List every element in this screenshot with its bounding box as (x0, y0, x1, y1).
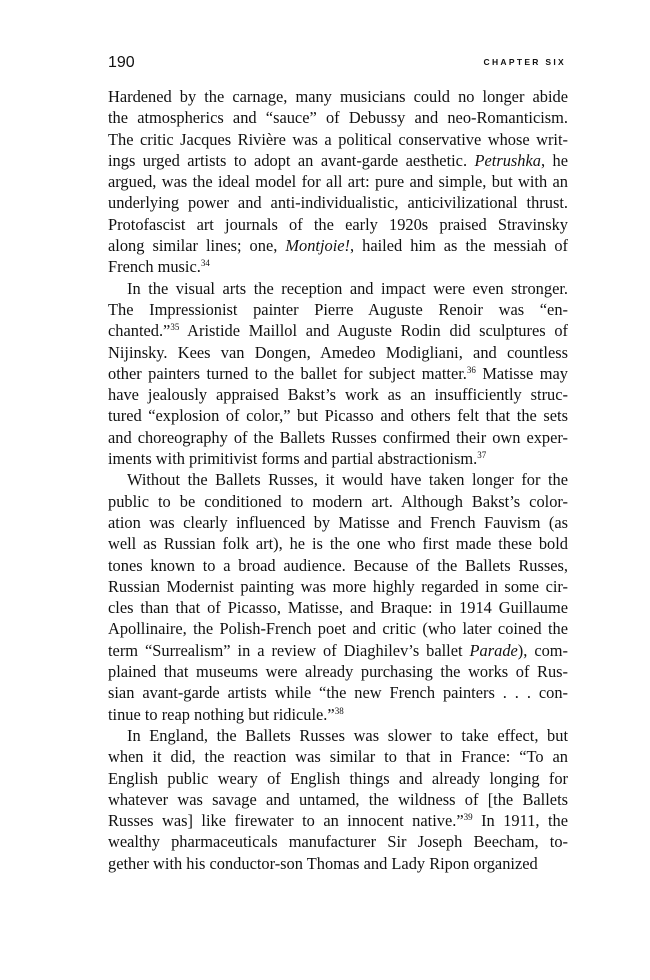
text-run: tones known to a broad audience. Because of the Ballets Russes, (108, 555, 568, 575)
text-run: Aristide Maillol and Auguste Rodin did sculptures of (179, 321, 568, 341)
text-line (108, 555, 568, 576)
text-run: iments with primitivist forms and partial abstractionism. (108, 449, 478, 469)
text-run: tured “explosion of color,” but Picasso and others felt that the sets (108, 406, 568, 426)
text-run: In England, the Ballets Russes was slower to take effect, but (127, 725, 568, 745)
text-line (108, 704, 568, 725)
text-run: Nijinsky. Kees van Dongen, Amedeo Modigliani, and countless (108, 342, 568, 362)
text-run: In 1911, the (472, 811, 568, 831)
footnote-ref: 36 (466, 364, 476, 375)
text-line (108, 256, 568, 277)
text-run: The critic Jacques Rivière was a political conservative whose writ- (108, 129, 568, 149)
text-line (108, 107, 568, 128)
text-line (108, 640, 568, 661)
text-run: gether with his conductor-son Thomas and Lady Ripon organized (108, 853, 538, 873)
text-line (108, 618, 568, 639)
text-run: ation was clearly influenced by Matisse and French Fauvism (as (108, 512, 568, 532)
text-run: argued, was the ideal model for all art: pure and simple, but with an (108, 172, 568, 192)
text-line (108, 810, 568, 831)
text-run: ings urged artists to adopt an avant-garde aesthetic. (108, 150, 475, 170)
text-line (108, 491, 568, 512)
text-line (108, 150, 568, 171)
text-run: , hailed him as the messiah of (350, 236, 568, 256)
text-line (108, 320, 568, 341)
text-run: and choreography of the Ballets Russes confirmed their own exper- (108, 427, 568, 447)
text-run: along similar lines; one, (108, 236, 286, 256)
text-line (108, 427, 568, 448)
text-run: tinue to reap nothing but ridicule.” (108, 704, 335, 724)
text-run: the atmospherics and “sauce” of Debussy and neo-Romanticism. (108, 108, 568, 128)
text-run: chanted.” (108, 321, 171, 341)
footnote-ref: 34 (200, 258, 210, 269)
text-line (108, 576, 568, 597)
text-run: Russes was] like firewater to an innocent native.” (108, 811, 464, 831)
text-run: public to be conditioned to modern art. Although Bakst’s color- (108, 491, 568, 511)
text-run: Without the Ballets Russes, it would have taken longer for the (127, 470, 568, 490)
text-line (108, 405, 568, 426)
text-run: wealthy pharmaceuticals manufacturer Sir Joseph Beecham, to- (108, 832, 568, 852)
text-run: plained that museums were already purchasing the works of Rus- (108, 662, 568, 682)
text-run: Russian Modernist painting was more highly regarded in some cir- (108, 576, 568, 596)
text-line (108, 682, 568, 703)
text-line (108, 192, 568, 213)
text-line (108, 129, 568, 150)
text-run: , he (540, 150, 569, 170)
text-run: other painters turned to the ballet for subject matter. (108, 363, 467, 383)
text-line (108, 278, 568, 299)
text-run: In the visual arts the reception and impact were even stronger. (127, 278, 568, 298)
text-run: when it did, the reaction was similar to that in France: “To an (108, 747, 568, 767)
footnote-ref: 35 (170, 322, 180, 333)
text-run: sian avant-garde artists while “the new French painters . . . con- (108, 683, 568, 703)
footnote-ref: 39 (463, 812, 473, 823)
text-run: Matisse may (475, 363, 568, 383)
text-run: English public weary of English things and already longing for (108, 768, 568, 788)
footnote-ref: 38 (334, 705, 344, 716)
text-line (108, 171, 568, 192)
running-header (108, 54, 566, 76)
body-text (108, 86, 568, 874)
text-run: cles than that of Picasso, Matisse, and Braque: in 1914 Guillaume (108, 598, 568, 618)
text-run: Hardened by the carnage, many musicians could no longer abide (108, 87, 568, 106)
text-run: The Impressionist painter Pierre Auguste Renoir was “en- (108, 299, 568, 319)
text-line (108, 363, 568, 384)
text-run: well as Russian folk art), he is the one who first made these bold (108, 534, 568, 554)
text-line (108, 725, 568, 746)
footnote-ref: 37 (477, 450, 487, 461)
text-run: whatever was savage and untamed, the wildness of [the Ballets (108, 789, 568, 809)
text-run: French music. (108, 257, 201, 277)
text-run: term “Surrealism” in a review of Diaghilev’s ballet (108, 640, 470, 660)
text-line (108, 597, 568, 618)
text-line (108, 746, 568, 767)
text-line (108, 384, 568, 405)
text-run: have jealously appraised Bakst’s work as an insufficiently struc- (108, 385, 568, 405)
text-line (108, 768, 568, 789)
text-run: ), com- (517, 640, 568, 660)
italic-title: Petrushka (474, 150, 541, 170)
text-line (108, 235, 568, 256)
text-line (108, 214, 568, 235)
text-line (108, 342, 568, 363)
text-line (108, 469, 568, 490)
text-line (108, 853, 568, 874)
chapter-title: CHAPTER SIX (483, 57, 566, 67)
text-line (108, 448, 568, 469)
text-line (108, 299, 568, 320)
italic-title: Montjoie! (285, 236, 350, 256)
text-line (108, 86, 568, 107)
text-line (108, 789, 568, 810)
text-line (108, 533, 568, 554)
text-line (108, 661, 568, 682)
text-run: Apollinaire, the Polish-French poet and critic (who later coined the (108, 619, 568, 639)
text-run: underlying power and anti-individualistic, anticivilizational thrust. (108, 193, 568, 213)
text-line (108, 831, 568, 852)
page-number: 190 (108, 54, 135, 71)
italic-title: Parade (469, 640, 518, 660)
text-run: Protofascist art journals of the early 1920s praised Stravinsky (108, 214, 568, 234)
text-line (108, 512, 568, 533)
